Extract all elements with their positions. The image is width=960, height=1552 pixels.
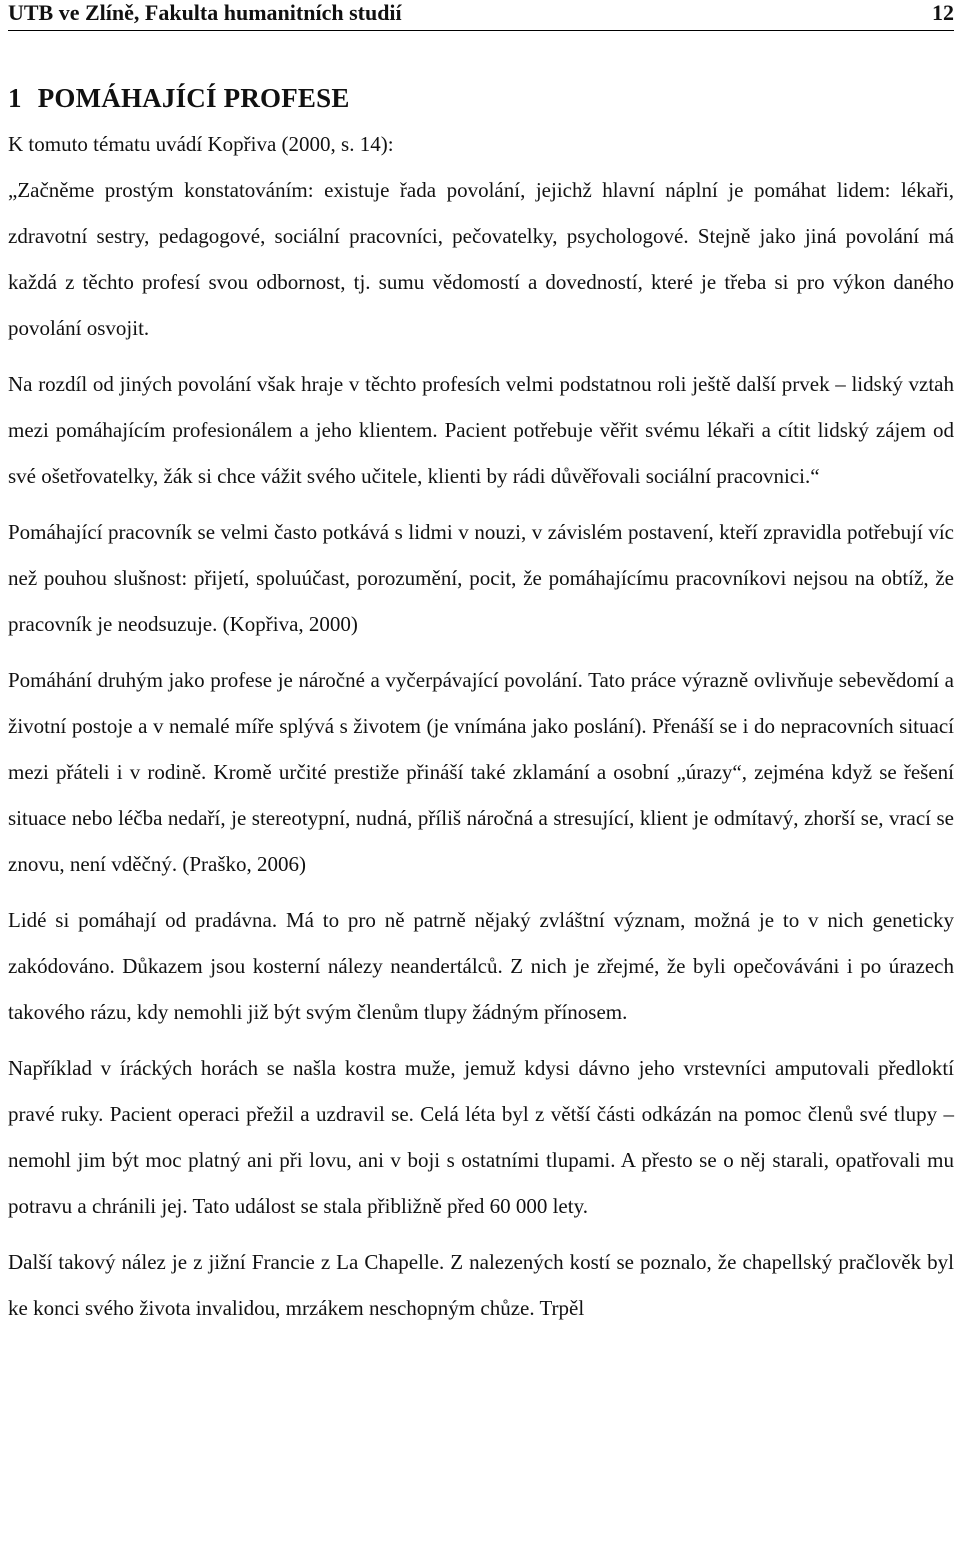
paragraph-helping-profession: Pomáhání druhým jako profese je náročné a vyčerpávající povolání. Tato práce výrazně ovlivňuje sebevědomí a životní postoje a v nemalé míře splývá s životem (je vnímána jako poslání). Přenáší se i do nepracovních situací mezi přáteli i v rodině. Kromě určité prestiže přináší také zklamání a osobní „úrazy“, zejména když se řešení situace nebo léčba nedaří, je stereotypní, nudná, příliš náročná a stresující, klient je odmítavý, zhorší se, vrací se znovu, není vděčný. (Praško, 2006) xyxy=(8,668,954,876)
document-page xyxy=(8,0,954,1331)
paragraph-la-chapelle: Další takový nález je z jižní Francie z La Chapelle. Z nalezených kostí se poznalo, že chapellský pračlověk byl ke konci svého života invalidou, mrzákem neschopným chůze. Trpěl xyxy=(8,1250,954,1320)
paragraph-helping-worker: Pomáhající pracovník se velmi často potkává s lidmi v nouzi, v závislém postavení, kteří zpravidla potřebují víc než pouhou slušnost: přijetí, spoluúčast, porozumění, pocit, že pomáhajícímu pracovníkovi nejsou na obtíž, že pracovník je neodsuzuje. (Kopřiva, 2000) xyxy=(8,520,954,636)
paragraph-quote-1: „Začněme prostým konstatováním: existuje řada povolání, jejichž hlavní náplní je pomáhat lidem: lékaři, zdravotní sestry, pedagogové, sociální pracovníci, pečovatelky, psychologové. Stejně jako jiná povolání má každá z těchto profesí svou odbornost, tj. sumu vědomostí a dovedností, které je třeba si pro výkon daného povolání osvojit. xyxy=(8,178,954,340)
paragraph-quote-2: Na rozdíl od jiných povolání však hraje v těchto profesích velmi podstatnou roli ještě další prvek – lidský vztah mezi pomáhajícím profesionálem a jeho klientem. Pacient potřebuje věřit svému lékaři a cítit lidský zájem od své ošetřovatelky, žák si chce vážit svého učitele, klienti by rádi důvěřovali sociální pracovnici.“ xyxy=(8,372,954,488)
page-number: 12 xyxy=(932,0,954,25)
header-title: UTB ve Zlíně, Fakulta humanitních studií xyxy=(8,0,402,25)
page-header xyxy=(8,0,954,31)
chapter-title: POMÁHAJÍCÍ PROFESE xyxy=(37,83,350,113)
chapter-number: 1 xyxy=(8,83,22,113)
paragraph-intro: K tomuto tématu uvádí Kopřiva (2000, s. 14): xyxy=(8,132,394,156)
paragraph-history: Lidé si pomáhají od pradávna. Má to pro ně patrně nějaký zvláštní význam, možná je to v nich geneticky zakódováno. Důkazem jsou kosterní nálezy neandertálců. Z nich je zřejmé, že byli opečováváni i po úrazech takového rázu, kdy nemohli již být svým členům tlupy žádným přínosem. xyxy=(8,908,954,1024)
paragraph-iraq-find: Například v íráckých horách se našla kostra muže, jemuž kdysi dávno jeho vrstevníci amputovali předloktí pravé ruky. Pacient operaci přežil a uzdravil se. Celá léta byl z větší části odkázán na pomoc členů své tlupy – nemohl jim být moc platný ani při lovu, ani v boji s ostatními tlupami. A přesto se o něj starali, opatřovali mu potravu a chránili jej. Tato událost se stala přibližně před 60 000 lety. xyxy=(8,1056,954,1218)
chapter-heading xyxy=(8,81,954,115)
